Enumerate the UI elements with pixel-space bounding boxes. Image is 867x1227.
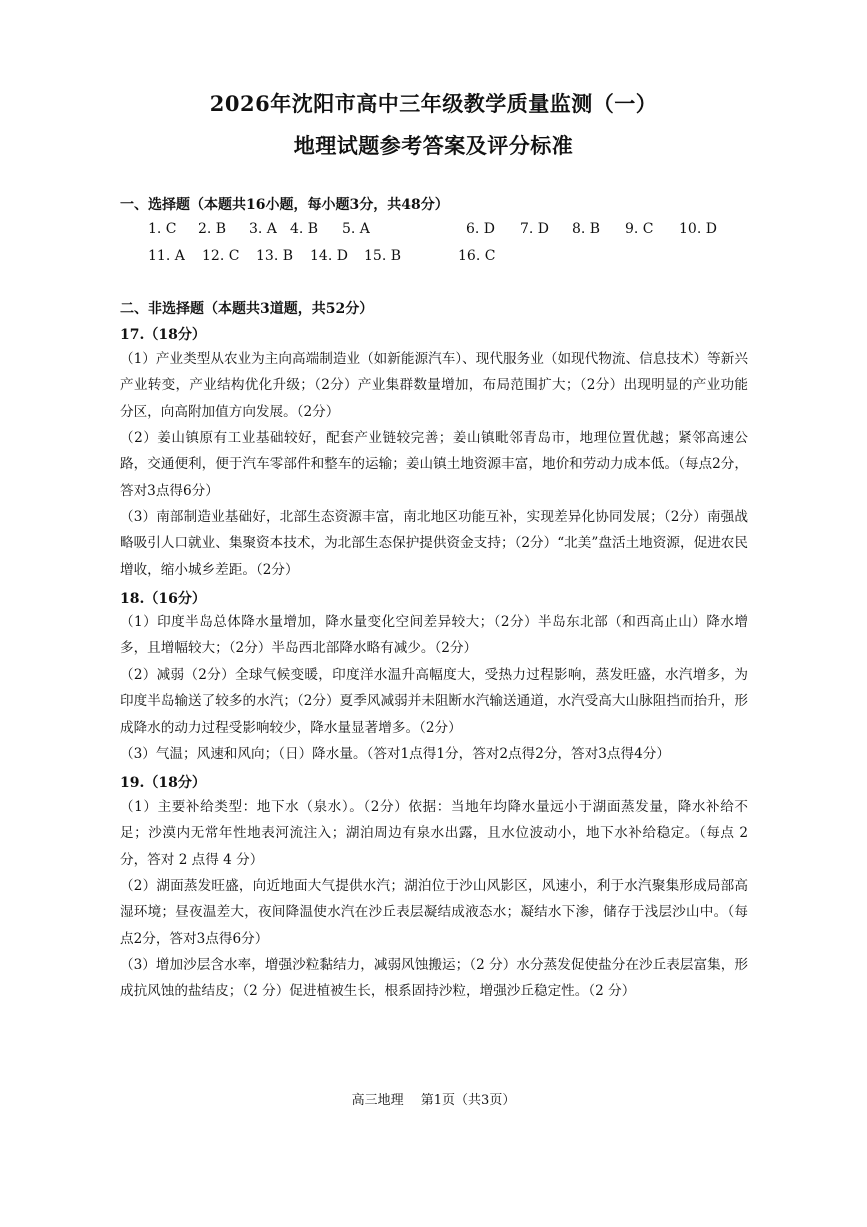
page-title: 2026年沈阳市高中三年级教学质量监测（一） <box>209 91 658 116</box>
answer-item: 12. C <box>202 248 240 264</box>
section1-heading: 一、选择题（本题共16小题，每小题3分，共48分） <box>120 197 449 213</box>
page-footer: 高三地理 第1页（共3页） <box>351 1093 516 1108</box>
answer-item: 15. B <box>364 248 402 264</box>
q19-heading: 19.（18分） <box>120 775 206 791</box>
answer-item: 13. B <box>256 248 294 264</box>
q17-answer-1: （1）产业类型从农业为主向高端制造业（如新能源汽车）、现代服务业（如现代物流、信息技术）等新兴产业转变，产业结构优化升级；（2分）产业集群数量增加，布局范围扩大；（2分）出现明显的产业功能分区，向高附加值方向发展。（2分） <box>120 351 748 420</box>
page-subtitle: 地理试题参考答案及评分标准 <box>293 133 574 158</box>
q19-answer-3: （3）增加沙层含水率，增强沙粒黏结力，减弱风蚀搬运；（2 分）水分蒸发促使盐分在沙丘表层富集，形成抗风蚀的盐结皮；（2 分）促进植被生长，根系固持沙粒，增强沙丘稳定性。（2 分） <box>120 957 748 1000</box>
q18-answer-1: （1）印度半岛总体降水量增加，降水量变化空间差异较大；（2分）半岛东北部（和西高止山）降水增多，且增幅较大；（2分）半岛西北部降水略有减少。（2分） <box>120 614 748 657</box>
answer-item: 6. D <box>466 221 496 237</box>
answer-item: 5. A <box>342 221 370 237</box>
answer-item: 10. D <box>679 221 717 237</box>
answer-item: 16. C <box>458 248 496 264</box>
q18-answer-3: （3）气温；风速和风向；（日）降水量。（答对1点得1分，答对2点得2分，答对3点得4分） <box>120 746 670 762</box>
answer-item: 9. C <box>625 221 654 237</box>
q17-answer-2: （2）姜山镇原有工业基础较好，配套产业链较完善；姜山镇毗邻青岛市，地理位置优越；紧邻高速公路，交通便利，便于汽车零部件和整车的运输；姜山镇土地资源丰富，地价和劳动力成本低。（每点2分，答对3点得6分） <box>120 430 748 499</box>
section2-heading: 二、非选择题（本题共3道题，共52分） <box>120 301 374 317</box>
q17-heading: 17.（18分） <box>120 327 206 343</box>
answer-item: 14. D <box>310 248 348 264</box>
q18-answer-2: （2）减弱（2分）全球气候变暖，印度洋水温升高幅度大，受热力过程影响，蒸发旺盛，水汽增多，为印度半岛输送了较多的水汽；（2分）夏季风减弱并未阻断水汽输送通道，水汽受高大山脉阻挡而抬升，形成降水的动力过程受影响较少，降水量显著增多。（2分） <box>120 667 748 736</box>
answer-item: 4. B <box>290 221 319 237</box>
answer-item: 1. C <box>148 221 177 237</box>
answer-item: 2. B <box>198 221 227 237</box>
q18-heading: 18.（16分） <box>120 591 206 607</box>
q19-answer-2: （2）湖面蒸发旺盛，向近地面大气提供水汽；湖泊位于沙山风影区，风速小，利于水汽聚集形成局部高湿环境；昼夜温差大，夜间降温使水汽在沙丘表层凝结成液态水；凝结水下渗，储存于浅层沙山中。（每点2分，答对3点得6分） <box>120 878 748 947</box>
answer-item: 8. B <box>572 221 601 237</box>
q17-answer-3: （3）南部制造业基础好，北部生态资源丰富，南北地区功能互补，实现差异化协同发展；（2分）南强战略吸引人口就业、集聚资本技术，为北部生态保护提供资金支持；（2分）“北美”盘活土地资源，促进农民增收，缩小城乡差距。（2分） <box>120 509 748 578</box>
answer-item: 7. D <box>520 221 550 237</box>
answer-item: 3. A <box>249 221 277 237</box>
q19-answer-1: （1）主要补给类型：地下水（泉水）。（2分）依据：当地年均降水量远小于湖面蒸发量，降水补给不足；沙漠内无常年性地表河流注入；湖泊周边有泉水出露，且水位波动小，地下水补给稳定。（每点 2 分，答对 2 点得 4 分） <box>120 799 748 868</box>
answer-item: 11. A <box>148 248 185 264</box>
